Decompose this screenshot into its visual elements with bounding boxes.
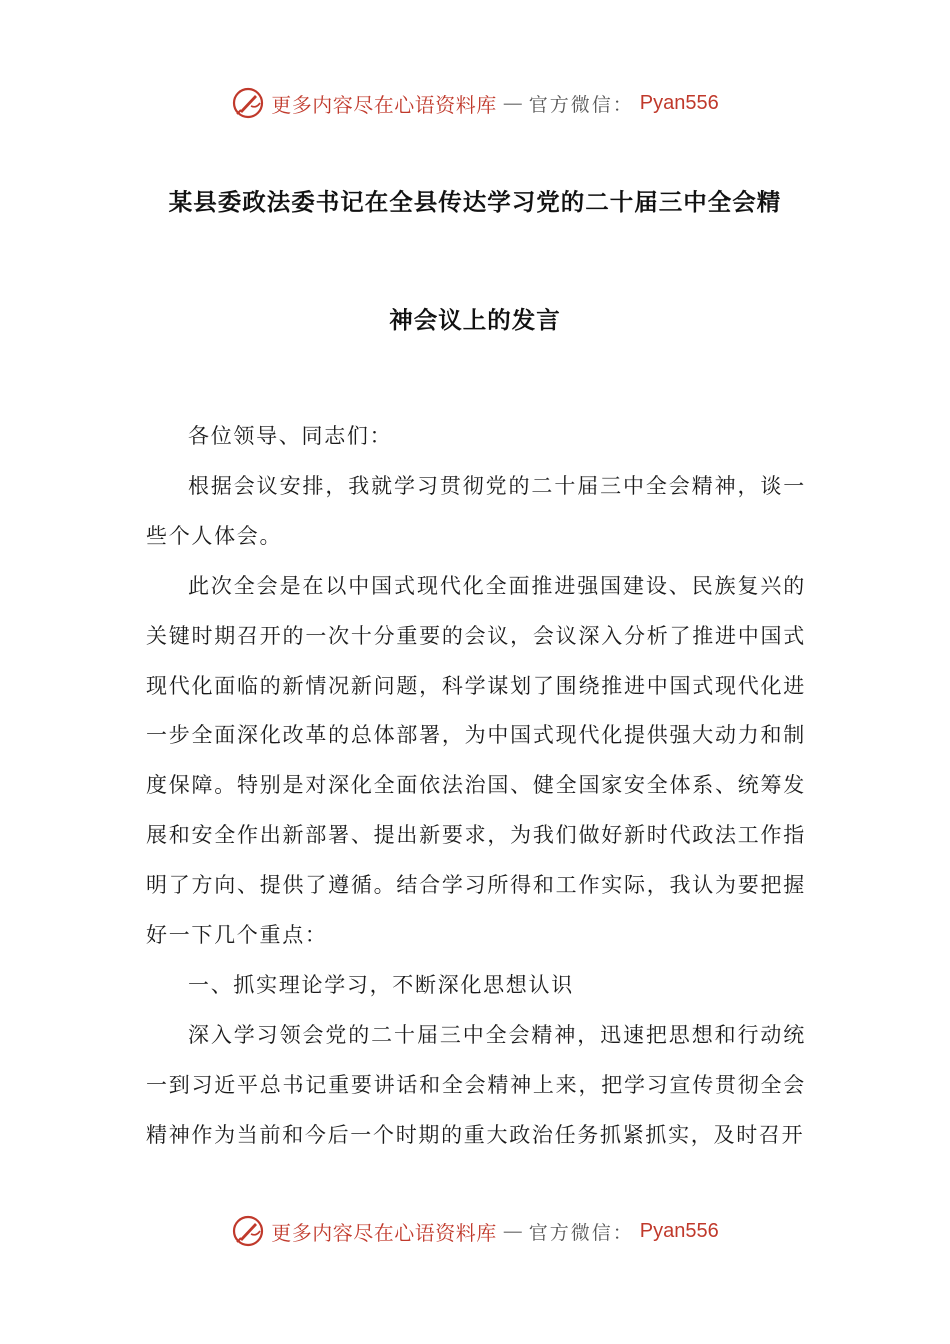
watermark-brand: 更多内容尽在心语资料库 [271,1220,497,1245]
watermark-official-label: 官方微信： [528,1221,634,1244]
document-body [146,412,806,1161]
footer-watermark [0,1211,950,1251]
quill-pen-logo-icon [231,1214,265,1248]
watermark-official-label: 官方微信： [528,93,634,116]
context-paragraph: 此次全会是在以中国式现代化全面推进强国建设、民族复兴的关键时期召开的一次十分重要的会议，会议深入分析了推进中国式现代化面临的新情况新问题，科学谋划了围绕推进中国式现代化进一步全面深化改革的总体部署，为中国式现代化提供强大动力和制度保障。特别是对深化全面依法治国、健全国家安全体系、统筹发展和安全作出新部署、提出新要求，为我们做好新时代政法工作指明了方向、提供了遵循。结合学习所得和工作实际，我认为要把握好一下几个重点： [146,573,806,948]
watermark-wechat-id: Pyan556 [639,1219,719,1242]
watermark-wechat-id: Pyan556 [639,91,719,114]
document-title-line-2: 神会议上的发言 [389,306,561,334]
section-1-paragraph: 深入学习领会党的二十届三中全会精神，迅速把思想和行动统一到习近平总书记重要讲话和全会精神上来，把学习宣传贯彻全会精神作为当前和今后一个时期的重大政治任务抓紧抓实，及时召开 [146,1022,806,1147]
watermark-dash: — [502,91,523,115]
watermark-brand: 更多内容尽在心语资料库 [271,92,497,117]
document-title-line-1: 某县委政法委书记在全县传达学习党的二十届三中全会精 [168,188,782,216]
quill-pen-logo-icon [231,86,265,120]
watermark-dash: — [502,1219,523,1243]
salutation-paragraph: 各位领导、同志们： [188,424,393,448]
intro-paragraph: 根据会议安排，我就学习贯彻党的二十届三中全会精神，谈一些个人体会。 [146,473,806,548]
header-watermark [0,83,950,123]
section-heading-1: 一、抓实理论学习，不断深化思想认识 [188,972,574,997]
